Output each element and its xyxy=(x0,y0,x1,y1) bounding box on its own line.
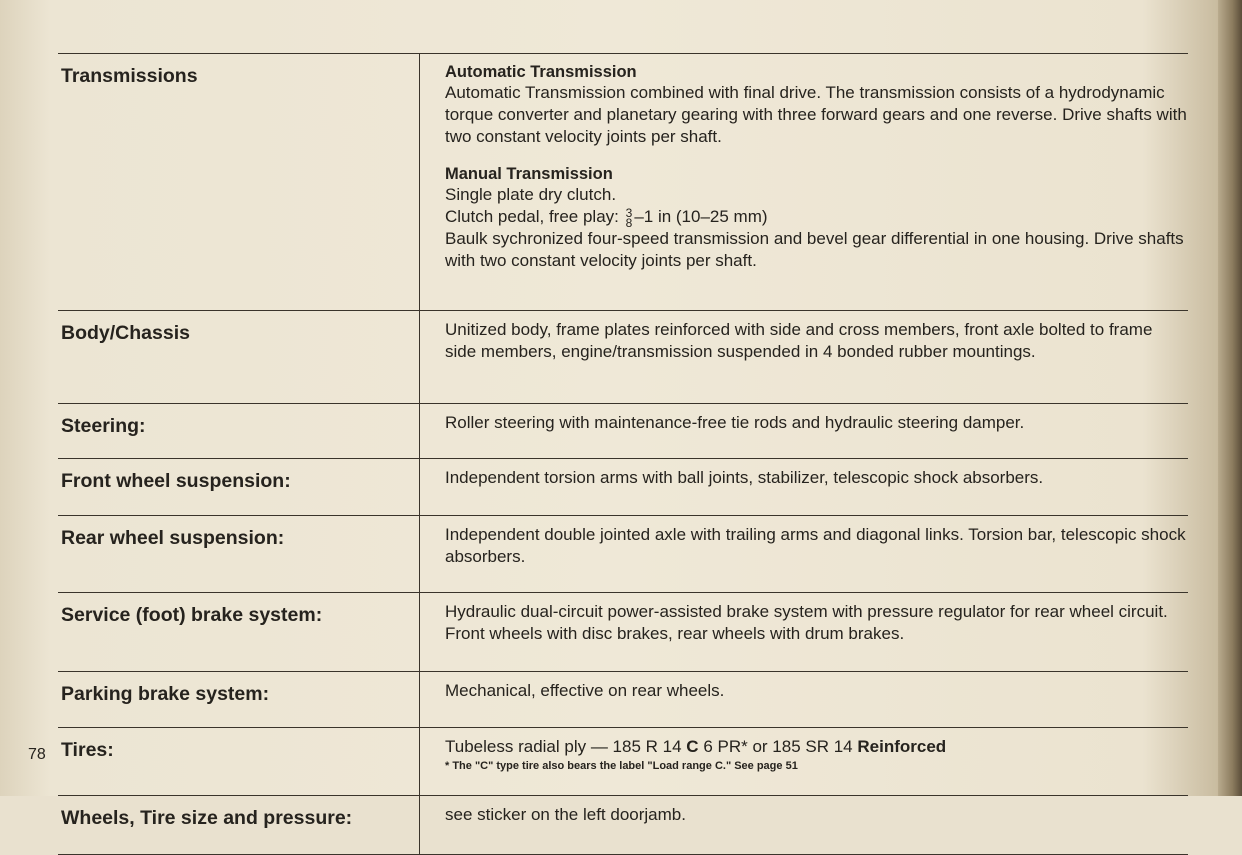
automatic-transmission-text: Automatic Transmission combined with final drive. The transmission consists of a hydrodynamic torque converter and planetary gearing with three forward gears and one reverse. Drive shafts with two constant velocity joints per shaft. xyxy=(445,83,1187,146)
parking-brake-label: Parking brake system: xyxy=(58,672,420,728)
parking-brake-text: Mechanical, effective on rear wheels. xyxy=(420,672,1189,728)
table-row xyxy=(58,516,1188,593)
tires-text-middle: 6 PR* or 185 SR 14 xyxy=(703,737,853,756)
steering-label: Steering: xyxy=(58,404,420,459)
wheels-text: see sticker on the left doorjamb. xyxy=(420,796,1189,855)
table-row xyxy=(58,54,1188,311)
table-row xyxy=(58,404,1188,459)
table-row xyxy=(58,796,1188,855)
table-row xyxy=(58,672,1188,728)
clutch-type-text: Single plate dry clutch. xyxy=(445,185,617,204)
body-chassis-label: Body/Chassis xyxy=(58,311,420,404)
fraction-three-eighths xyxy=(625,205,633,230)
clutch-pedal-suffix: –1 in (10–25 mm) xyxy=(634,207,768,226)
transmissions-label: Transmissions xyxy=(58,54,420,311)
tires-footnote: * The "C" type tire also bears the label "Load range C." See page 51 xyxy=(445,760,798,772)
fraction-denominator: 8 xyxy=(625,215,633,230)
clutch-pedal-prefix: Clutch pedal, free play: xyxy=(445,207,619,226)
wheels-label: Wheels, Tire size and pressure: xyxy=(58,796,420,855)
tires-label: Tires: xyxy=(58,728,420,796)
service-brake-text: Hydraulic dual-circuit power-assisted brake system with pressure regulator for rear wheel circuit. Front wheels with disc brakes, rear wheels with drum brakes. xyxy=(420,593,1189,672)
table-row xyxy=(58,311,1188,404)
body-chassis-text: Unitized body, frame plates reinforced with side and cross members, front axle bolted to frame side members, engine/transmission suspended in 4 bonded rubber mountings. xyxy=(420,311,1189,404)
service-brake-label: Service (foot) brake system: xyxy=(58,593,420,672)
front-suspension-label: Front wheel suspension: xyxy=(58,459,420,516)
manual-transmission-text: Baulk sychronized four-speed transmission and bevel gear differential in one housing. Drive shafts with two constant velocity joints per shaft. xyxy=(445,229,1184,270)
page-number: 78 xyxy=(28,746,46,763)
manual-transmission-heading: Manual Transmission xyxy=(445,165,613,183)
table-row xyxy=(58,728,1188,796)
steering-text: Roller steering with maintenance-free tie rods and hydraulic steering damper. xyxy=(420,404,1189,459)
table-row xyxy=(58,459,1188,516)
transmissions-description xyxy=(420,54,1189,311)
tires-reinforced: Reinforced xyxy=(857,737,947,756)
table-row xyxy=(58,593,1188,672)
automatic-transmission-heading: Automatic Transmission xyxy=(445,63,637,81)
specifications-table xyxy=(58,53,1188,855)
fraction-numerator: 3 xyxy=(625,205,633,220)
tires-c-type: C xyxy=(686,737,699,756)
front-suspension-text: Independent torsion arms with ball joints, stabilizer, telescopic shock absorbers. xyxy=(420,459,1189,516)
book-spine xyxy=(1218,0,1242,796)
tires-text-prefix: Tubeless radial ply — 185 R 14 xyxy=(445,737,682,756)
rear-suspension-label: Rear wheel suspension: xyxy=(58,516,420,593)
tires-description xyxy=(420,728,1189,796)
rear-suspension-text: Independent double jointed axle with trailing arms and diagonal links. Torsion bar, telescopic shock absorbers. xyxy=(420,516,1189,593)
tires-text xyxy=(445,736,1188,758)
clutch-pedal-play xyxy=(445,206,1188,228)
